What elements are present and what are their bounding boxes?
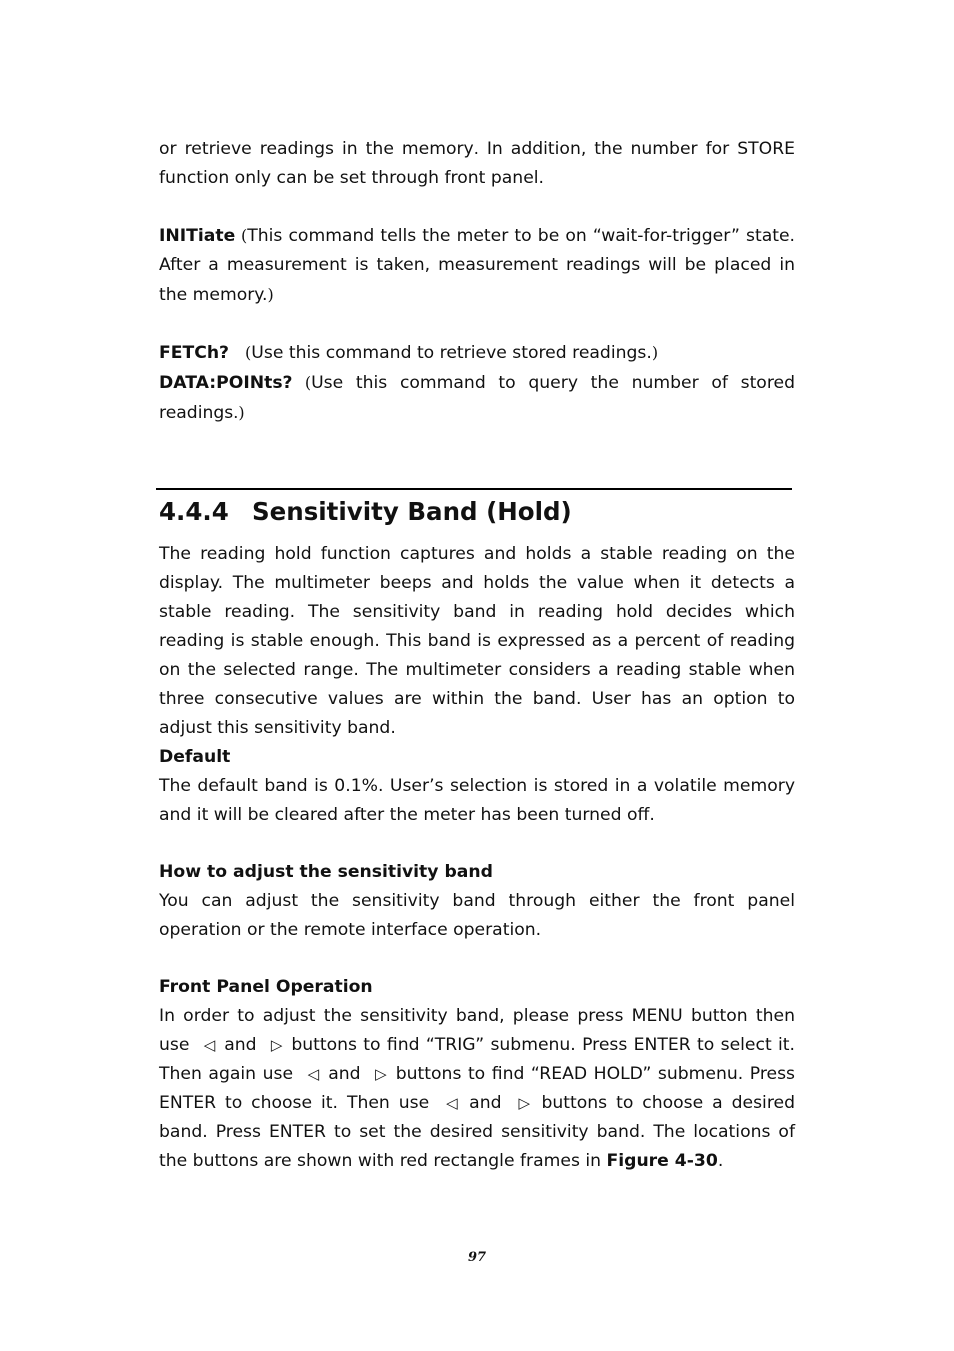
intro-paragraph: or retrieve readings in the memory. In addition, the number for STORE function only can be set through front panel. xyxy=(159,139,795,188)
front-panel-heading: Front Panel Operation xyxy=(159,977,373,997)
default-text: The default band is 0.1%. User’s selection is stored in a volatile memory and it will be cleared after the meter has been turned off. xyxy=(159,776,795,825)
left-arrow-icon: ◁ xyxy=(203,1036,217,1054)
page-number: 97 xyxy=(467,1250,487,1265)
top-text-block xyxy=(159,134,795,428)
left-arrow-icon: ◁ xyxy=(307,1065,321,1083)
right-arrow-icon: ▷ xyxy=(270,1036,284,1054)
initiate-command: INITiate (This command tells the meter to be on “wait-for-trigger” state. After a measurement is taken, measurement readings will be placed in the memory.) xyxy=(159,226,796,305)
section-body xyxy=(159,540,795,1176)
front-panel-text: In order to adjust the sensitivity band, please press MENU button then use ◁ and ▷ buttons to find “TRIG” submenu. Press ENTER to select it. Then again use ◁ and ▷ buttons to find “READ HOLD” submenu. Press ENTER to choose it. Then use ◁ and ▷ buttons to choose a desired band. Press ENTER to set the desired sensitivity band. The locations of the buttons are shown with red rectangle frames in Figure 4-30. xyxy=(159,1006,796,1171)
adjust-text: You can adjust the sensitivity band through either the front panel operation or the remote interface operation. xyxy=(159,891,795,940)
adjust-heading: How to adjust the sensitivity band xyxy=(159,862,493,882)
right-arrow-icon: ▷ xyxy=(518,1094,534,1112)
data-points-command: DATA:POINts? (Use this command to query the number of stored readings.) xyxy=(159,373,795,423)
default-heading: Default xyxy=(159,747,231,767)
left-arrow-icon: ◁ xyxy=(446,1094,462,1112)
right-arrow-icon: ▷ xyxy=(375,1065,388,1083)
fetch-command: FETCh? (Use this command to retrieve stored readings.) xyxy=(159,343,659,363)
figure-reference: Figure 4-30 xyxy=(606,1151,718,1171)
section-heading: 4.4.4 Sensitivity Band (Hold) xyxy=(159,497,572,526)
section-intro: The reading hold function captures and holds a stable reading on the display. The multimeter beeps and holds the value when it detects a stable reading. The sensitivity band in reading hold decides which reading is stable enough. This band is expressed as a percent of reading on the selected range. The multimeter considers a reading stable when three consecutive values are within the band. User has an option to adjust this sensitivity band. xyxy=(159,544,795,738)
section-rule xyxy=(156,488,792,490)
